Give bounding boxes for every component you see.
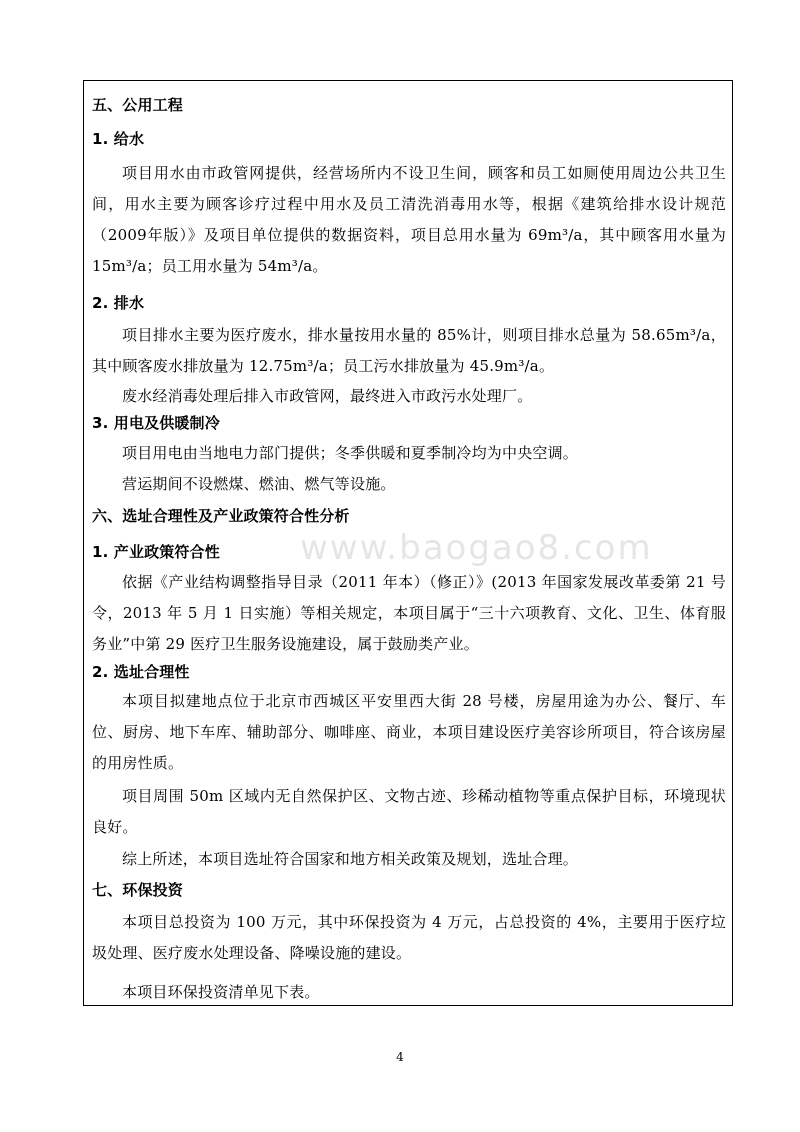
page-number: 4: [396, 1050, 404, 1064]
section-6-title: 六、选址合理性及产业政策符合性分析: [92, 507, 350, 525]
drainage-paragraph-2: 废水经消毒处理后排入市政管网，最终进入市政污水处理厂。: [122, 387, 533, 405]
section-7-title: 七、环保投资: [92, 881, 183, 899]
investment-paragraph-1: 本项目总投资为 100 万元，其中环保投资为 4 万元，占总投资的 4%，主要用于医疗垃圾处理、医疗废水处理设备、降噪设施的建设。: [92, 913, 726, 962]
policy-title: 1. 产业政策符合性: [92, 543, 220, 561]
drainage-title: 2. 排水: [92, 294, 145, 312]
power-paragraph-1: 项目用电由当地电力部门提供；冬季供暖和夏季制冷均为中央空调。: [122, 444, 579, 462]
watermark: www.baogao8.com: [300, 528, 653, 568]
policy-paragraph: 依据《产业结构调整指导目录（2011 年本）（修正）》(2013 年国家发展改革委第 21 号令，2013 年 5 月 1 日实施）等相关规定，本项目属于“三十六项教育、文化、卫生、体育服务业”中第 29 医疗卫生服务设施建设，属于鼓励类产业。: [92, 573, 726, 653]
water-supply-paragraph: 项目用水由市政管网提供，经营场所内不设卫生间，顾客和员工如厕使用周边公共卫生间，用水主要为顾客诊疗过程中用水及员工清洗消毒用水等，根据《建筑给排水设计规范（2009年版）》及项目单位提供的数据资料，项目总用水量为 69m³/a，其中顾客用水量为 15m³/a；员工用水量为 54m³/a。: [92, 164, 726, 275]
power-title: 3. 用电及供暖制冷: [92, 414, 220, 432]
drainage-paragraph-1: 项目排水主要为医疗废水，排水量按用水量的 85%计，则项目排水总量为 58.65m³/a，其中顾客废水排放量为 12.75m³/a；员工污水排放量为 45.9m³/a。: [92, 326, 726, 375]
investment-paragraph-2: 本项目环保投资清单见下表。: [122, 983, 320, 1001]
water-supply-title: 1. 给水: [92, 130, 145, 148]
power-paragraph-2: 营运期间不设燃煤、燃油、燃气等设施。: [122, 475, 396, 493]
site-paragraph-1: 本项目拟建地点位于北京市西城区平安里西大街 28 号楼，房屋用途为办公、餐厅、车位、厨房、地下车库、辅助部分、咖啡座、商业，本项目建设医疗美容诊所项目，符合该房屋的用房性质。: [92, 692, 726, 772]
section-5-title: 五、公用工程: [92, 96, 183, 114]
site-title: 2. 选址合理性: [92, 663, 190, 681]
site-paragraph-3: 综上所述，本项目选址符合国家和地方相关政策及规划，选址合理。: [122, 850, 579, 868]
site-paragraph-2: 项目周围 50m 区域内无自然保护区、文物古迹、珍稀动植物等重点保护目标，环境现状良好。: [92, 787, 726, 836]
